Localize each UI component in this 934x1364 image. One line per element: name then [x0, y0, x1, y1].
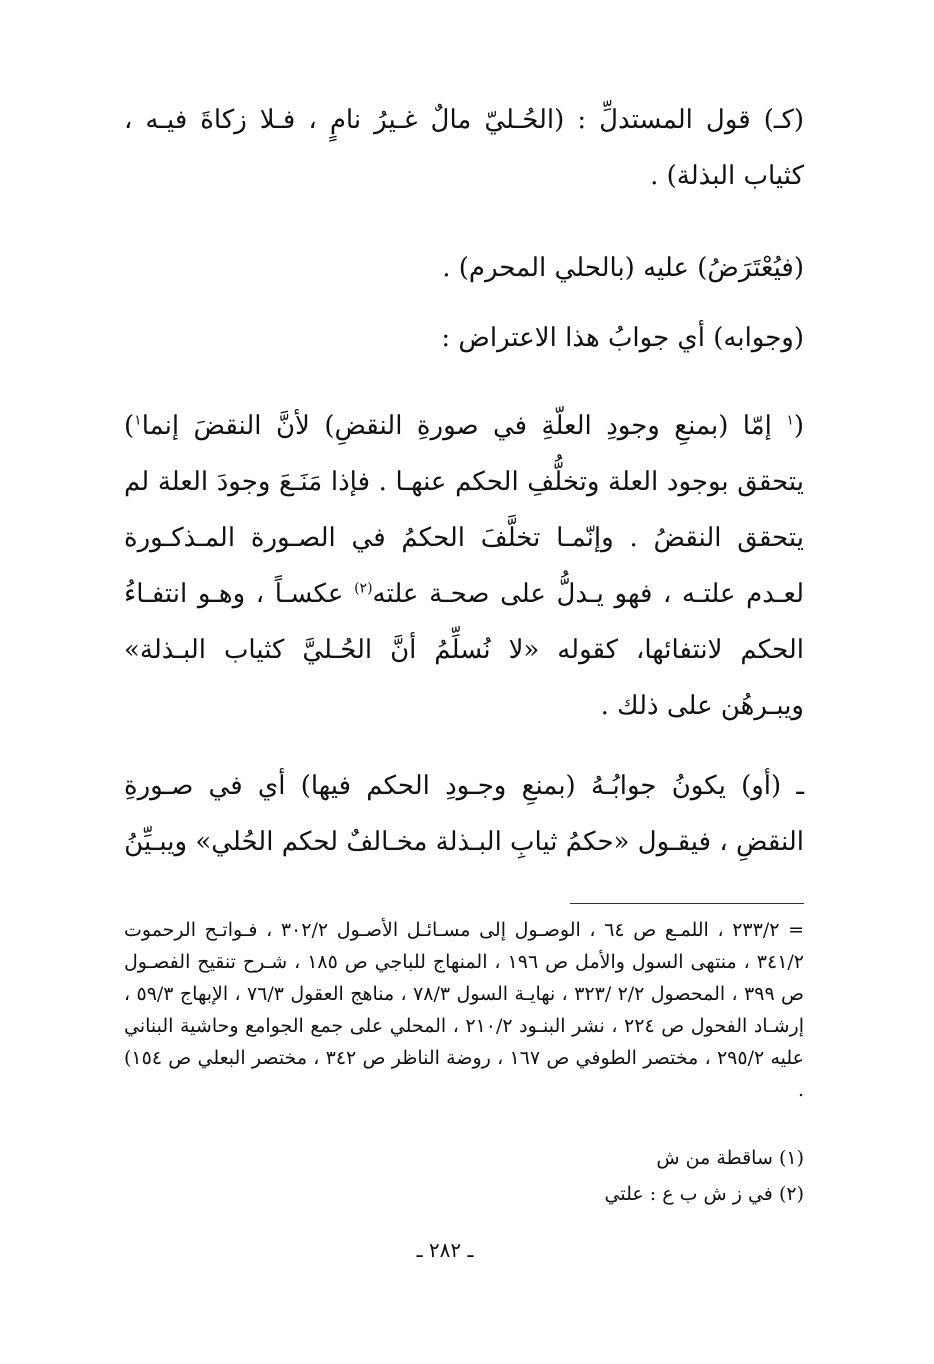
paragraph-first-answer	[124, 398, 804, 734]
footnote-ref-1-close: ١	[134, 412, 142, 429]
footnote-ref-2: (٢)	[354, 580, 373, 597]
page-number: ـ ٢٨٢ ـ	[416, 1238, 474, 1262]
paragraph-second-answer: ـ (أو) يكونُ جوابُـهُ (بمنعِ وجـودِ الحكم فيها) أي في صـورةِ النقضِ ، فيقـول «حكمُ ثيابِ البـذلة مخـالفٌ لحكم الحُلي» ويبـيِّنُ	[124, 771, 804, 857]
bracket-close: )	[124, 411, 135, 441]
paragraph-objection: (فيُعْتَرَضُ) عليه (بالحلي المحرم) .	[442, 253, 804, 283]
paragraph-k-example: (كـ) قول المستدلِّ : (الحُـليّ مالٌ غـيرُ نامٍ ، فـلا زكاةَ فيـه ، كثياب البذلة) .	[124, 105, 804, 191]
footnote-2-number: (٢)	[778, 1183, 804, 1205]
footnote-2-text: في ز ش ب ع : علتي	[604, 1183, 773, 1205]
footnote-divider	[570, 903, 804, 904]
paragraph-answer-heading: (وجوابه) أي جوابُ هذا الاعتراض :	[441, 323, 804, 353]
footnote-1	[124, 1142, 804, 1174]
footnote-continuation: = ٢٣٣/٢ ، اللمـع ص ٦٤ ، الوصـول إلى مسـائـل الأصـول ٣٠٢/٢ ، فـواتـح الرحموت ٣٤١/٢ ، منتهى السول والأمل ص ١٩٦ ، المنهاج للباجي ص ١٨٥ ، شـرح تنقيح الفصـول ص ٣٩٩ ، المحصول ٢/٢ /٣٢٣ ، نهايـة السول ٧٨/٣ ، مناهج العقول ٧٦/٣ ، الإبهاج ٥٩/٣ ، إرشـاد الفحول ص ٢٢٤ ، نشر البنـود ٢١٠/٢ ، المحلي على جمع الجوامع وحاشية البناني عليه ٢٩٥/٢ ، مختصر الطوفي ص ١٦٧ ، روضة الناظر ص ٣٤٢ ، مختصر البعلي ص ١٥٤) .	[124, 919, 805, 1101]
first-answer-body: يتحقق بوجود العلة وتخلُّفِ الحكم عنهـا . فإذا مَنَـعَ وجودَ العلة لم يتحقق النقضُ . وإنّمـا تخلَّفَ الحكمُ في الصـورة المـذكـورة لعـدم علتـه ، فهو يـدلُّ على صحـة علته	[124, 467, 805, 609]
footnote-1-text: ساقطة من ش	[656, 1147, 773, 1169]
footnote-1-number: (١)	[778, 1147, 804, 1169]
footnote-2	[124, 1178, 804, 1210]
first-answer-line-1: إمّا (بمنعِ وجودِ العلّةِ في صورةِ النقضِ) لأنَّ النقضَ إنما	[141, 411, 772, 441]
footnote-ref-1: ١	[786, 412, 794, 429]
bracket-open: (	[793, 411, 804, 441]
first-answer-tail: عكسـاً ، وهـو انتفـاءُ الحكم لانتفائها، كقوله «لا نُسلِّمُ أنَّ الحُـليَّ كثياب البـذلة» ويبـرهُن على ذلك .	[124, 579, 804, 721]
